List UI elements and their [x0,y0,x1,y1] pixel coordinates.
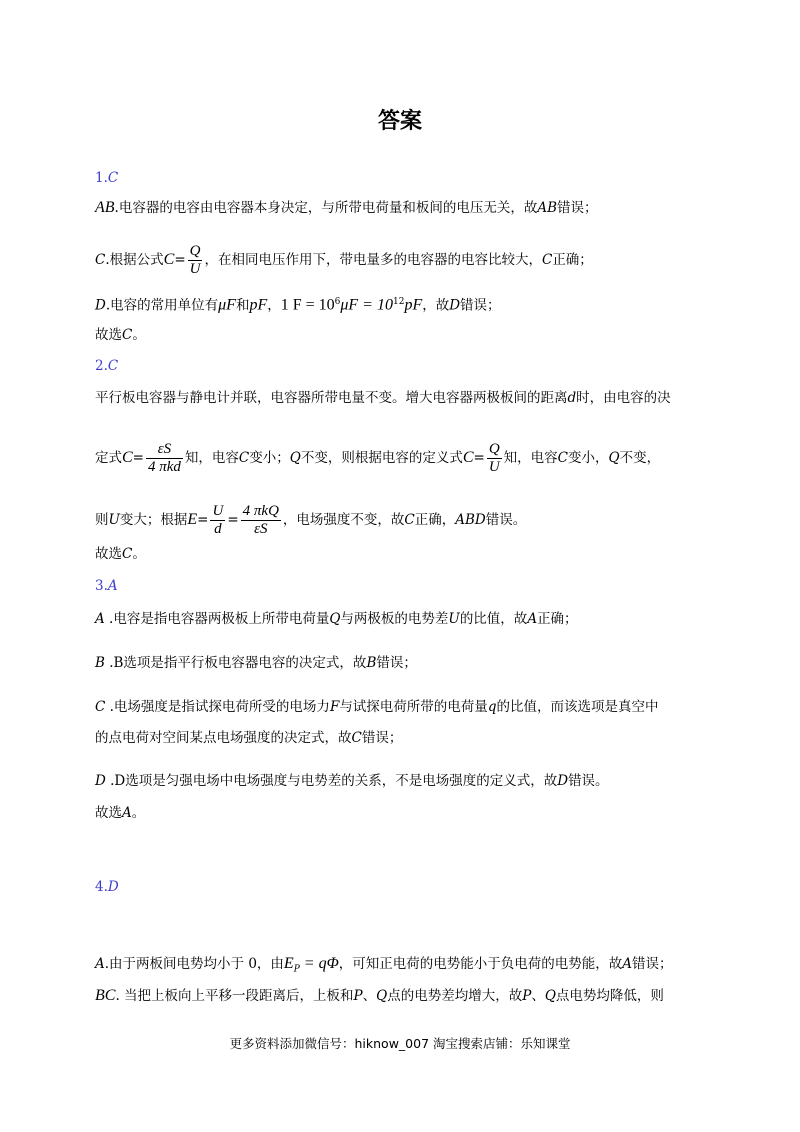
q4-answer: D [107,879,119,895]
q2-line3 [95,503,715,538]
q4-l2-sep2: 、 [531,988,545,1004]
q4-l1-end: 错误； [632,956,673,972]
q2-fraction1 [146,441,183,476]
q1-l3-eq2: μF = 10 [340,296,393,314]
q3-l1-end: 正确； [537,611,578,627]
page-footer: 更多资料添加微信号：hiknow_007 淘宝搜索店铺：乐知课堂 [229,1036,571,1051]
q4-l1-formula: = qΦ [299,955,339,972]
q3-l3-t2: 与试探电荷所带的电荷量 [339,699,488,715]
q4-line2 [95,986,715,1006]
q3-l3-end: 的比值，而该选项是真空中 [496,699,659,715]
q1-l3-and: 和 [235,297,250,314]
q1-formula-fraction [188,243,203,278]
q2-fraction2 [487,441,502,476]
q1-header [95,168,715,188]
q3-l2-end: 错误； [376,655,417,671]
q2-l2-t6: 变小， [568,450,609,466]
q2-header [95,356,715,376]
q3-l6-end: 。 [131,805,146,821]
q3-line1 [95,609,715,629]
q3-l1-t3: 的比值，故 [459,611,528,627]
q1-l4-text: 故选 [95,327,122,343]
q2-l3-t1: 则 [95,512,109,528]
q2-l2-t2: 知，电容 [184,450,239,466]
q2-l2-q1: Q [289,450,301,466]
q3-l1-u: U [448,611,460,627]
q3-l6-opt: A [122,805,132,821]
q1-number: 1. [95,170,108,186]
q4-number: 4. [95,879,108,895]
q3-l5-d: D [557,773,569,789]
q4-l2-p1: P [353,988,363,1004]
q2-line1 [95,388,715,408]
q1-l3-comma: ， [267,297,281,314]
q1-l3-unit2: pF [249,296,268,314]
q4-l2-sep1: 、 [362,988,377,1004]
q2-frac1-den: 4 πkd [147,459,181,475]
q3-l1-t2: 与两极板的电势差 [340,611,449,627]
q2-frac2-num: Q [488,441,500,457]
q1-l3-exp2: 12 [392,297,405,307]
q1-line2 [95,243,715,278]
q2-frac3-den: d [214,521,222,537]
q4-l2-t1: . 当把上板向上平移一段距离后，上板和 [115,988,354,1004]
q4-l1-t1: .由于两板间电势均小于 0，由 [104,956,284,972]
q2-l1-var: d [567,390,577,406]
q1-answer: C [107,170,119,186]
q3-line4 [95,728,715,748]
q3-line3 [95,697,715,717]
q2-l3-e: E [187,511,198,528]
q2-l2-c2: C [557,450,569,466]
q1-line4 [95,325,715,345]
q3-l2-t1: .B选项是指平行板电容器电容的决定式，故 [104,655,367,671]
q3-l1-q: Q [329,611,341,627]
q2-l3-t4: 正确， [414,512,456,528]
q2-line2 [95,441,715,476]
q2-answer: C [107,358,119,374]
q1-line1 [95,198,715,218]
q2-number: 2. [95,358,108,374]
q2-l3-t2: 变大；根据 [119,512,188,528]
q3-l3-q: q [487,699,497,715]
q1-l2-opt: C [95,252,106,268]
q4-l1-sub: P [293,964,300,975]
q4-l1-t2: ，可知正电荷的电势能小于负电荷的电势能，故 [338,956,623,972]
q2-l3-abd: ABD [455,512,486,528]
q2-frac3-num: U [212,503,224,519]
q2-frac4-den: εS [254,521,268,537]
q1-frac-num: Q [189,243,201,259]
page-title: 答案 [377,109,422,134]
q1-l1-options: AB [95,199,115,216]
q2-l3-eq2: = [227,512,239,528]
q3-l1-a: A [527,611,538,627]
q1-l1-text: .电容器的电容由电容器本身决定，与所带电荷量和板间的电压无关，故 [114,200,538,216]
q3-l3-f: F [329,699,340,715]
q2-l2-eq2: = [473,450,485,466]
q1-l1-end: 错误； [557,200,598,216]
q1-l2-text2: ，在相同电压作用下，带电量多的电容器的电容比较大， [204,252,542,268]
q3-answer: A [107,578,118,594]
q4-l2-t2: 点的电势差均增大，故 [387,988,523,1004]
q2-l2-text: 定式 [95,450,122,466]
q2-l4-text: 故选 [95,546,122,562]
q1-l3-text: .电容的常用单位有 [105,297,219,314]
q2-l2-var2: C [462,449,474,466]
q2-l3-c: C [404,512,415,528]
q3-l6-text: 故选 [95,805,122,821]
q3-l5-end: 错误。 [568,773,609,789]
q1-l1-opt: AB [537,200,558,216]
q2-l2-eq: = [132,450,144,466]
q4-l1-e: E [283,955,294,972]
q4-line1 [95,954,715,980]
q1-l4-opt: C [122,327,133,343]
q3-l4-t1: 的点电荷对空间某点电场强度的决定式，故 [95,730,352,746]
q3-line6 [95,803,715,823]
q2-l2-c1: C [238,450,250,466]
q1-l3-text2: ，故 [422,297,450,314]
q4-header [95,877,715,897]
q3-line5 [95,771,715,791]
q1-l2-text: .根据公式 [105,252,164,268]
q2-l4-opt: C [122,546,133,562]
q4-l2-q2: Q [544,988,556,1004]
q4-l1-opt: A [95,956,105,972]
q3-l5-t1: .D选项是匀强电场中电场强度与电势差的关系，不是电场强度的定义式，故 [105,773,558,789]
q3-l4-c: C [351,730,362,746]
q1-l4-end: 。 [132,327,146,343]
q3-number: 3. [95,578,108,594]
q1-l2-var: C [163,251,175,268]
q3-l3-opt: C [95,699,106,715]
q1-l2-end: 正确； [552,252,593,268]
q3-line2 [95,653,715,673]
q1-line3 [95,292,715,316]
q4-l2-q1: Q [376,988,388,1004]
q2-l3-u: U [108,512,120,528]
q1-l3-opt2: D [449,297,461,314]
q3-header [95,576,715,596]
q1-l3-exp1: 6 [334,297,341,307]
q3-l5-opt: D [95,773,106,789]
q1-l3-unit3: pF [404,296,423,314]
q1-l3-end: 错误； [460,297,501,314]
q2-line4 [95,544,715,564]
q1-l3-eq1: 1 F = 10 [280,296,335,314]
q2-l3-end: 错误。 [485,512,527,528]
q2-frac4-num: 4 πkQ [242,503,279,519]
q2-l1-text: 平行板电容器与静电计并联，电容器所带电量不变。增大电容器两极板间的距离 [95,390,568,406]
q1-l3-opt: D [95,297,106,314]
q2-l3-eq1: = [197,512,209,528]
q3-l2-opt: B [95,655,105,671]
q1-l2-eq: = [174,252,186,268]
q3-l3-t1: .电场强度是指试探电荷所受的电场力 [105,699,330,715]
q2-frac2-den: U [488,459,500,475]
q2-l2-t4: 不变，则根据电容的定义式 [300,450,463,466]
q1-l3-unit1: μF [218,296,236,314]
q1-l2-opt2: C [541,252,553,268]
q3-l1-t1: .电容是指电容器两极板上所带电荷量 [104,611,330,627]
q4-l2-opt: BC [95,987,116,1004]
q4-l2-end: 点电势均降低，则 [555,988,664,1004]
q3-l2-b: B [366,655,377,671]
q2-l2-t5: 知，电容 [503,450,558,466]
q2-l2-t3: 变小； [249,450,290,466]
q2-fraction4 [241,503,281,538]
q3-l4-end: 错误； [361,730,403,746]
q2-frac1-num: εS [146,441,183,459]
q3-l1-opt: A [95,611,105,627]
q2-l4-end: 。 [132,546,146,562]
q4-l1-a: A [622,956,632,972]
q2-l2-var: C [122,449,133,466]
q2-l2-end: 不变， [619,450,661,466]
q4-l2-p2: P [522,988,532,1004]
q2-l1-end: 时，由电容的决 [576,390,671,406]
q2-l2-q2: Q [608,450,620,466]
q2-fraction3 [210,503,225,538]
q2-l3-t3: ，电场强度不变，故 [282,512,405,528]
q1-frac-den: U [189,261,201,277]
